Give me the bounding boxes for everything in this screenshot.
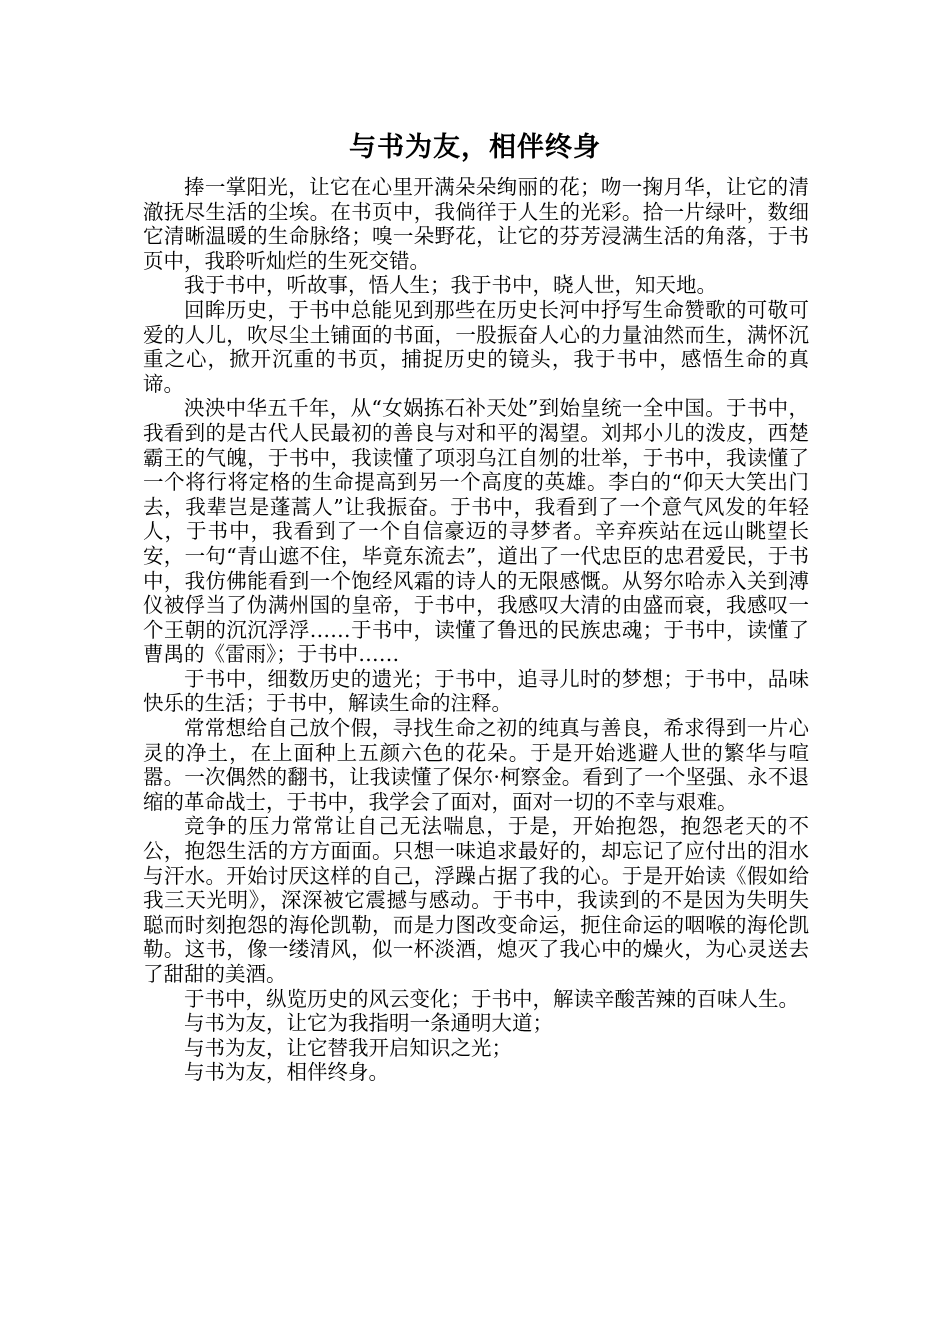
paragraph-1: 捧一掌阳光，让它在心里开满朵朵绚丽的花；吻一掬月华，让它的清澈抚尽生活的尘埃。在书页中，我倘徉于人生的光彩。拾一片绿叶，数细它清晰温暖的生命脉络；嗅一朵野花，让它的芬芳浸满生活的角落，于书页中，我聆听灿烂的生死交错。 <box>143 175 809 273</box>
paragraph-7: 竞争的压力常常让自己无法喘息，于是，开始抱怨，抱怨老天的不公，抱怨生活的方方面面。只想一味追求最好的，却忘记了应付出的泪水与汗水。开始讨厌这样的自己，浮躁占据了我的心。于是开始读《假如给我三天光明》，深深被它震撼与感动。于书中，我读到的不是因为失明失聪而时刻抱怨的海伦凯勒，而是力图改变命运，扼住命运的咽喉的海伦凯勒。这书，像一缕清风，似一杯淡酒，熄灭了我心中的燥火，为心灵送去了甜甜的美酒。 <box>143 814 809 986</box>
paragraph-6: 常常想给自己放个假，寻找生命之初的纯真与善良，希求得到一片心灵的净土，在上面种上五颜六色的花朵。于是开始逃避人世的繁华与喧嚣。一次偶然的翻书，让我读懂了保尔·柯察金。看到了一个坚强、永不退缩的革命战士，于书中，我学会了面对，面对一切的不幸与艰难。 <box>143 716 809 814</box>
paragraph-5: 于书中，细数历史的遗光；于书中，追寻儿时的梦想；于书中，品味快乐的生活；于书中，解读生命的注释。 <box>143 666 809 716</box>
essay-title: 与书为友，相伴终身 <box>349 132 601 163</box>
paragraph-4: 泱泱中华五千年，从“女娲拣石补天处”到始皇统一全中国。于书中，我看到的是古代人民最初的善良与对和平的渴望。刘邦小儿的泼皮，西楚霸王的气魄，于书中，我读懂了项羽乌江自刎的壮举，于书中，我读懂了一个将行将定格的生命提高到另一个高度的英雄。李白的“仰天大笑出门去，我辈岂是蓬蒿人”让我振奋。于书中，我看到了一个意气风发的年轻人，于书中，我看到了一个自信豪迈的寻梦者。辛弃疾站在远山眺望长安，一句“青山遮不住，毕竟东流去”，道出了一代忠臣的忠君爱民，于书中，我仿佛能看到一个饱经风霜的诗人的无限感慨。从努尔哈赤入关到溥仪被俘当了伪满州国的皇帝，于书中，我感叹大清的由盛而衰，我感叹一个王朝的沉沉浮浮……于书中，读懂了鲁迅的民族忠魂；于书中，读懂了曹禺的《雷雨》；于书中…… <box>143 396 809 667</box>
paragraph-11: 与书为友，相伴终身。 <box>184 1060 389 1085</box>
paragraph-3: 回眸历史，于书中总能见到那些在历史长河中抒写生命赞歌的可敬可爱的人儿，吹尽尘土铺面的书面，一股振奋人心的力量油然而生，满怀沉重之心，掀开沉重的书页，捕捉历史的镜头，我于书中，感悟生命的真谛。 <box>143 297 809 396</box>
paragraph-10: 与书为友，让它替我开启知识之光； <box>184 1035 512 1060</box>
paragraph-2: 我于书中，听故事，悟人生；我于书中，晓人世，知天地。 <box>184 273 717 298</box>
paragraph-9: 与书为友，让它为我指明一条通明大道； <box>184 1011 553 1036</box>
essay-body <box>143 175 809 1085</box>
paragraph-8: 于书中，纵览历史的风云变化；于书中，解读辛酸苦辣的百味人生。 <box>184 986 799 1011</box>
